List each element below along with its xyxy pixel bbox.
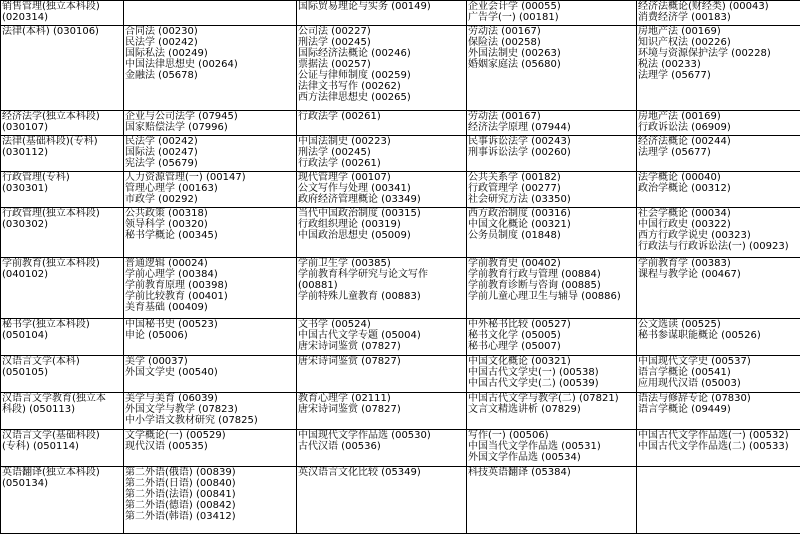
major-line: 秘书学(独立本科段) — [2, 319, 122, 330]
course-line: 学前比较教育 (00401) — [125, 291, 295, 302]
course-line: 中国古代文学作品选(一) (00532) — [638, 430, 799, 441]
course-cell — [297, 258, 467, 319]
course-line: 课程与教学论 (00467) — [638, 269, 799, 280]
course-line: 国家赔偿法学 (07996) — [125, 122, 295, 133]
major-line: 经济法学(独立本科段) — [2, 111, 122, 122]
course-line: 秘书文化学 (05005) — [468, 330, 635, 341]
course-line: 政治学概论 (00312) — [638, 183, 799, 194]
course-cell — [637, 319, 800, 356]
major-line: 法律(本科) (030106) — [2, 26, 122, 37]
major-line: 行政管理(独立本科段) — [2, 208, 122, 219]
table-row — [1, 136, 800, 172]
major-cell — [1, 172, 124, 208]
course-line: 外国文学与教学 (07823) — [125, 404, 295, 415]
course-line: 外国文学史 (00540) — [125, 367, 295, 378]
course-cell — [637, 356, 800, 393]
course-line: 语法与修辞专论 (07830) — [638, 393, 799, 404]
course-line: 经济法概论 (00244) — [638, 136, 799, 147]
course-line: 文学概论(一) (00529) — [125, 430, 295, 441]
course-cell — [297, 136, 467, 172]
table-row — [1, 26, 800, 111]
course-cell — [297, 467, 467, 534]
course-cell — [124, 258, 297, 319]
course-line: 现代汉语 (00535) — [125, 441, 295, 452]
course-cell — [124, 208, 297, 258]
major-cell — [1, 136, 124, 172]
course-line: 中国秘书史 (00523) — [125, 319, 295, 330]
course-line: 企业会计学 (00055) — [468, 1, 635, 12]
course-line: 公证与律师制度 (00259) — [298, 70, 465, 81]
course-line: 管理心理学 (00163) — [125, 183, 295, 194]
course-line: 学前教育史 (00402) — [468, 258, 635, 269]
course-line: 中国古代文学专题 (05004) — [298, 330, 465, 341]
course-line: 公共政策 (00318) — [125, 208, 295, 219]
course-line: 西方法律思想史 (00265) — [298, 92, 465, 103]
course-line: 第二外语(韩语) (03412) — [125, 511, 295, 522]
major-line: (030107) — [2, 122, 122, 133]
course-line: 中国行政史 (00322) — [638, 219, 799, 230]
course-line: 唐宋诗词鉴赏 (07827) — [298, 341, 465, 352]
course-line: 公文选读 (00525) — [638, 319, 799, 330]
course-cell — [124, 26, 297, 111]
course-line: 法律文书写作 (00262) — [298, 81, 465, 92]
major-cell — [1, 111, 124, 136]
course-line: 民法学 (00242) — [125, 37, 295, 48]
course-line: 学前卫生学 (00385) — [298, 258, 465, 269]
course-cell — [297, 1, 467, 26]
course-cell — [467, 258, 637, 319]
course-cell — [124, 356, 297, 393]
major-line: 行政管理(专科) — [2, 172, 122, 183]
course-cell — [637, 467, 800, 534]
course-line: 普通逻辑 (00024) — [125, 258, 295, 269]
course-line: 金融法 (05678) — [125, 70, 295, 81]
course-line: 文言文精选讲析 (07829) — [468, 404, 635, 415]
table-row — [1, 208, 800, 258]
course-line: 行政法学 (00261) — [298, 158, 465, 169]
course-line: 古代汉语 (00536) — [298, 441, 465, 452]
major-line: 销售管理(独立本科段) — [2, 1, 122, 12]
course-line: 中国文化概论 (00321) — [468, 356, 635, 367]
course-line: 行政诉讼法 (06909) — [638, 122, 799, 133]
course-line: 秘书学概论 (00345) — [125, 230, 295, 241]
course-line: 学前教育行政与管理 (00884) — [468, 269, 635, 280]
course-line: 科技英语翻译 (05384) — [468, 467, 635, 478]
course-cell — [467, 111, 637, 136]
major-cell — [1, 319, 124, 356]
table-row — [1, 258, 800, 319]
course-line: 中外秘书比较 (00527) — [468, 319, 635, 330]
course-line: 婚姻家庭法 (05680) — [468, 59, 635, 70]
course-line: 消费经济学 (00183) — [638, 12, 799, 23]
major-line: 学前教育(独立本科段) — [2, 258, 122, 269]
course-line: 中国古代文学史(一) (00538) — [468, 367, 635, 378]
table-body — [1, 1, 800, 534]
major-cell — [1, 467, 124, 534]
major-line: 汉语言文学教育(独立本 — [2, 393, 122, 404]
course-line: 环境与资源保护法学 (00228) — [638, 48, 799, 59]
course-line: 教育心理学 (02111) — [298, 393, 465, 404]
course-line: 第二外语(法语) (00841) — [125, 489, 295, 500]
course-line: 经济法概论(财经类) (00043) — [638, 1, 799, 12]
course-line: 市政学 (00292) — [125, 194, 295, 205]
course-cell — [124, 319, 297, 356]
course-line: 中国现代文学史 (00537) — [638, 356, 799, 367]
course-cell — [297, 172, 467, 208]
course-cell — [297, 111, 467, 136]
table-row — [1, 1, 800, 26]
course-cell — [637, 208, 800, 258]
course-line: 房地产法 (00169) — [638, 26, 799, 37]
course-line: 票据法 (00257) — [298, 59, 465, 70]
course-line: 行政法学 (00261) — [298, 111, 465, 122]
course-line: 中国当代文学作品选 (00531) — [468, 441, 635, 452]
major-line: 英语翻译(独立本科段) — [2, 467, 122, 478]
major-line: (040102) — [2, 269, 122, 280]
course-line: 广告学(一) (00181) — [468, 12, 635, 23]
major-cell — [1, 26, 124, 111]
course-line: 国际法 (00247) — [125, 147, 295, 158]
major-cell — [1, 356, 124, 393]
course-cell — [297, 356, 467, 393]
course-cell — [467, 467, 637, 534]
course-cell — [467, 172, 637, 208]
course-cell — [124, 172, 297, 208]
course-line: 中国法制史 (00223) — [298, 136, 465, 147]
table-row — [1, 393, 800, 430]
course-line: 第二外语(德语) (00842) — [125, 500, 295, 511]
course-line: 民事诉讼法学 (00243) — [468, 136, 635, 147]
course-cell — [467, 430, 637, 467]
course-line: 唐宋诗词鉴赏 (07827) — [298, 356, 465, 367]
course-cell — [467, 1, 637, 26]
major-line: (050104) — [2, 330, 122, 341]
course-line: 中国古代文学史(二) (00539) — [468, 378, 635, 389]
table-row — [1, 319, 800, 356]
course-line: 西方政治制度 (00316) — [468, 208, 635, 219]
course-line: 语言学概论 (09449) — [638, 404, 799, 415]
course-line: 中小学语文教材研究 (07825) — [125, 415, 295, 426]
course-line: 学前特殊儿童教育 (00883) — [298, 291, 465, 302]
table-row — [1, 430, 800, 467]
course-cell — [297, 430, 467, 467]
course-line: 学前儿童心理卫生与辅导 (00886) — [468, 291, 635, 302]
course-line: 法理学 (05677) — [638, 70, 799, 81]
course-cell — [467, 136, 637, 172]
course-line: 第二外语(日语) (00840) — [125, 478, 295, 489]
course-line: 唐宋诗词鉴赏 (07827) — [298, 404, 465, 415]
course-line: 第二外语(俄语) (00839) — [125, 467, 295, 478]
course-line: 刑事诉讼法学 (00260) — [468, 147, 635, 158]
course-cell — [637, 26, 800, 111]
course-line: 秘书心理学 (05007) — [468, 341, 635, 352]
course-line: 行政组织理论 (00319) — [298, 219, 465, 230]
table-row — [1, 356, 800, 393]
course-line: 中国古代文学作品选(二) (00533) — [638, 441, 799, 452]
course-cell — [637, 172, 800, 208]
course-line: 语言学概论 (00541) — [638, 367, 799, 378]
course-cell — [467, 26, 637, 111]
course-cell — [297, 319, 467, 356]
table-row — [1, 111, 800, 136]
course-line: (00881) — [298, 280, 465, 291]
course-line: 国际私法 (00249) — [125, 48, 295, 59]
major-line: (020314) — [2, 12, 122, 23]
course-line: 外国法制史 (00263) — [468, 48, 635, 59]
course-line: 社会研究方法 (03350) — [468, 194, 635, 205]
course-line: 行政管理学 (00277) — [468, 183, 635, 194]
course-line: 房地产法 (00169) — [638, 111, 799, 122]
major-line: (专科) (050114) — [2, 441, 122, 452]
course-line: 公司法 (00227) — [298, 26, 465, 37]
course-line: 国际经济法概论 (00246) — [298, 48, 465, 59]
course-line: 美学与美育 (06039) — [125, 393, 295, 404]
course-line: 学前教育原理 (00398) — [125, 280, 295, 291]
course-line: 知识产权法 (00226) — [638, 37, 799, 48]
major-line: 汉语言文学(基础科段) — [2, 430, 122, 441]
course-line: 行政法与行政诉讼法(一) (00923) — [638, 241, 799, 252]
course-line: 经济法学原理 (07944) — [468, 122, 635, 133]
major-line: (030112) — [2, 147, 122, 158]
course-line: 企业与公司法学 (07945) — [125, 111, 295, 122]
course-cell — [467, 393, 637, 430]
course-line: 人力资源管理(一) (00147) — [125, 172, 295, 183]
course-line: 刑法学 (00245) — [298, 147, 465, 158]
major-cell — [1, 1, 124, 26]
course-cell — [124, 136, 297, 172]
table-row — [1, 467, 800, 534]
course-line: 文书学 (00524) — [298, 319, 465, 330]
major-line: (030301) — [2, 183, 122, 194]
course-line: 申论 (05006) — [125, 330, 295, 341]
course-cell — [637, 111, 800, 136]
course-line: 领导科学 (00320) — [125, 219, 295, 230]
course-cell — [124, 111, 297, 136]
course-line: 写作(一) (00506) — [468, 430, 635, 441]
course-line: 学前教育学 (00383) — [638, 258, 799, 269]
course-line: 中国法律思想史 (00264) — [125, 59, 295, 70]
course-line: 法理学 (05677) — [638, 147, 799, 158]
course-line: 保险法 (00258) — [468, 37, 635, 48]
course-line: 中国文化概论 (00321) — [468, 219, 635, 230]
course-line: 公务员制度 (01848) — [468, 230, 635, 241]
course-line: 美学 (00037) — [125, 356, 295, 367]
major-cell — [1, 430, 124, 467]
course-line: 民法学 (00242) — [125, 136, 295, 147]
course-cell — [467, 319, 637, 356]
course-cell — [637, 258, 800, 319]
course-line: 劳动法 (00167) — [468, 26, 635, 37]
course-cell — [124, 1, 297, 26]
course-line: 公共关系学 (00182) — [468, 172, 635, 183]
course-line: 合同法 (00230) — [125, 26, 295, 37]
course-cell — [297, 393, 467, 430]
course-line: 美育基础 (00409) — [125, 302, 295, 313]
course-line: 政府经济管理概论 (03349) — [298, 194, 465, 205]
course-line: 中国政治思想史 (05009) — [298, 230, 465, 241]
course-line: 学前心理学 (00384) — [125, 269, 295, 280]
course-line: 税法 (00233) — [638, 59, 799, 70]
course-line: 法学概论 (00040) — [638, 172, 799, 183]
course-cell — [637, 136, 800, 172]
table-row — [1, 172, 800, 208]
course-cell — [124, 393, 297, 430]
course-line: 秘书参谋职能概论 (00526) — [638, 330, 799, 341]
course-line: 劳动法 (00167) — [468, 111, 635, 122]
course-cell — [467, 356, 637, 393]
major-line: 汉语言文学(本科) — [2, 356, 122, 367]
course-line: 外国文学作品选 (00534) — [468, 452, 635, 463]
course-cell — [124, 467, 297, 534]
course-cell — [124, 430, 297, 467]
course-cell — [637, 1, 800, 26]
course-line: 学前教育科学研究与论文写作 — [298, 269, 465, 280]
course-line: 应用现代汉语 (05003) — [638, 378, 799, 389]
major-cell — [1, 258, 124, 319]
course-cell — [297, 26, 467, 111]
major-cell — [1, 393, 124, 430]
course-line: 国际贸易理论与实务 (00149) — [298, 1, 465, 12]
course-line: 中国古代文学与教学(二) (07821) — [468, 393, 635, 404]
course-line: 学前教育诊断与咨询 (00885) — [468, 280, 635, 291]
course-line: 英汉语言文化比较 (05349) — [298, 467, 465, 478]
course-cell — [637, 393, 800, 430]
major-line: (050105) — [2, 367, 122, 378]
major-line: (050134) — [2, 478, 122, 489]
major-cell — [1, 208, 124, 258]
course-cell — [637, 430, 800, 467]
major-line: (030302) — [2, 219, 122, 230]
major-line: 法律(基础科段)(专科) — [2, 136, 122, 147]
major-line: 科段) (050113) — [2, 404, 122, 415]
course-line: 公文写作与处理 (00341) — [298, 183, 465, 194]
course-line: 社会学概论 (00034) — [638, 208, 799, 219]
course-line: 中国现代文学作品选 (00530) — [298, 430, 465, 441]
course-line: 当代中国政治制度 (00315) — [298, 208, 465, 219]
course-line: 宪法学 (05679) — [125, 158, 295, 169]
course-cell — [297, 208, 467, 258]
course-line: 刑法学 (00245) — [298, 37, 465, 48]
course-cell — [467, 208, 637, 258]
course-line: 西方行政学说史 (00323) — [638, 230, 799, 241]
course-line: 现代管理学 (00107) — [298, 172, 465, 183]
